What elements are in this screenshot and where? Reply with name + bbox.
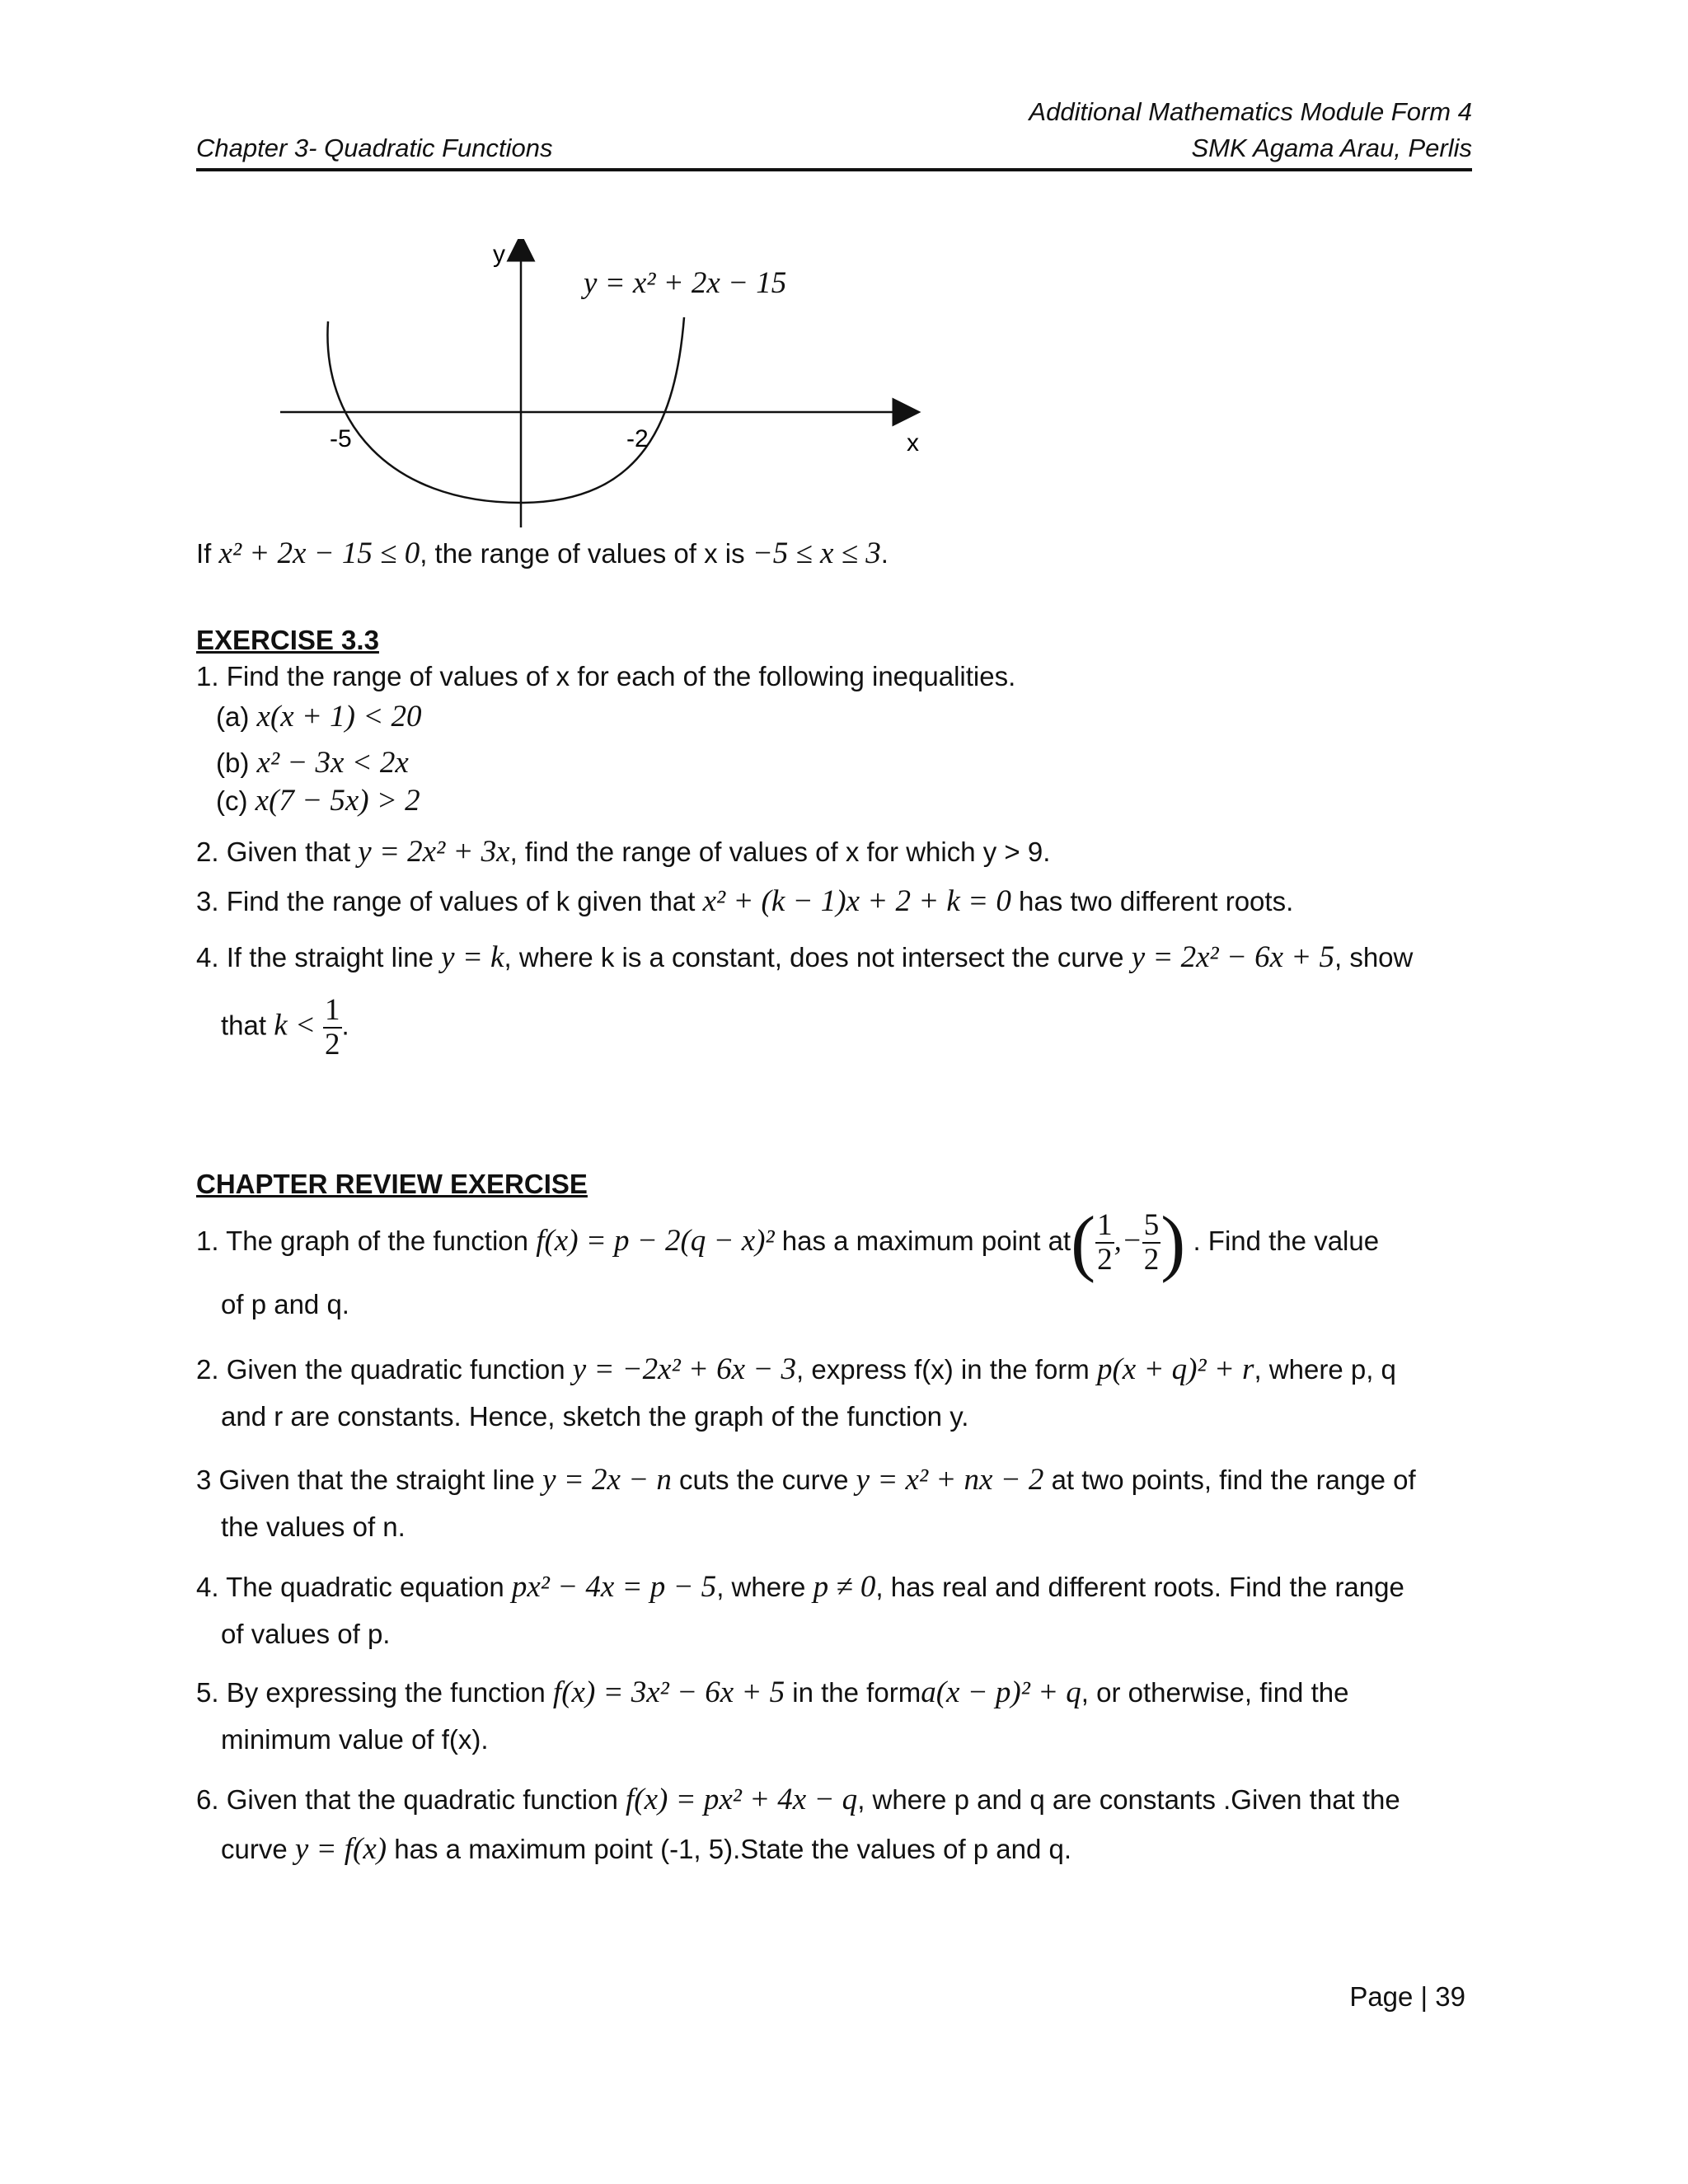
exercise-title: EXERCISE 3.3 xyxy=(196,625,379,655)
q1c-label: (c) xyxy=(216,785,248,816)
conclusion-range: −5 ≤ x ≤ 3 xyxy=(752,537,881,570)
review-q6 xyxy=(196,1782,1400,1817)
r1-right-paren: ) xyxy=(1160,1202,1186,1284)
q4-fraction xyxy=(323,994,342,1062)
review-q3-line2: the values of n. xyxy=(221,1511,406,1542)
r1-num1: 1 xyxy=(1097,1208,1113,1243)
r3-text: 3 Given that the straight line xyxy=(196,1465,535,1495)
root-right-label: -2 xyxy=(626,425,649,452)
q1a-label: (a) xyxy=(216,701,250,732)
r4-text-end: , has real and different roots. Find the range xyxy=(875,1572,1404,1602)
r1-text-end: . Find the value xyxy=(1193,1226,1380,1256)
r2-text-mid: , express f(x) in the form xyxy=(796,1354,1090,1385)
q2-text: 2. Given that xyxy=(196,837,351,867)
page-number: Page | 39 xyxy=(1349,1981,1465,2012)
q4-text-end: , show xyxy=(1334,942,1414,972)
exercise-q1a xyxy=(216,699,421,734)
r1-den2: 2 xyxy=(1143,1243,1160,1277)
r4-text: 4. The quadratic equation xyxy=(196,1572,504,1602)
conclusion-line xyxy=(196,536,889,571)
review-q2 xyxy=(196,1352,1396,1387)
q4-math-line: y = k xyxy=(441,940,504,974)
r5-text: 5. By expressing the function xyxy=(196,1677,546,1708)
header-school-name: SMK Agama Arau, Perlis xyxy=(1191,134,1472,162)
q4-period: . xyxy=(341,1010,349,1041)
r6-math: f(x) = px² + 4x − q xyxy=(626,1783,858,1816)
q4-that: that xyxy=(221,1010,267,1041)
r1-left-paren: ( xyxy=(1071,1202,1096,1284)
conclusion-prefix: If xyxy=(196,538,212,569)
r6-math-curve: y = f(x) xyxy=(294,1832,387,1866)
r4-math-condition: p ≠ 0 xyxy=(813,1570,876,1604)
review-q5 xyxy=(196,1675,1348,1710)
r3-math-curve: y = x² + nx − 2 xyxy=(856,1463,1044,1497)
exercise-q1: 1. Find the range of values of x for each of the following inequalities. xyxy=(196,661,1016,691)
header-rule xyxy=(196,168,1472,171)
y-axis-label: y xyxy=(493,241,505,268)
q3-math: x² + (k − 1)x + 2 + k = 0 xyxy=(702,884,1011,918)
r3-text-mid: cuts the curve xyxy=(679,1465,849,1495)
review-q5-line2: minimum value of f(x). xyxy=(221,1724,489,1755)
header-chapter-title: Chapter 3- Quadratic Functions xyxy=(196,134,553,162)
q4-text: 4. If the straight line xyxy=(196,942,434,972)
q4-text-mid: , where k is a constant, does not intersect the curve xyxy=(504,942,1124,972)
r4-text-mid: , where xyxy=(716,1572,806,1602)
r2-text-end: , where p, q xyxy=(1254,1354,1396,1385)
q4-math-curve: y = 2x² − 6x + 5 xyxy=(1131,940,1334,974)
r3-math-line: y = 2x − n xyxy=(542,1463,672,1497)
conclusion-period: . xyxy=(880,538,889,569)
exercise-q4-line2 xyxy=(221,994,349,1062)
review-q2-line2: and r are constants. Hence, sketch the graph of the function y. xyxy=(221,1401,969,1432)
root-left-label: -5 xyxy=(330,425,352,452)
r1-separator: ,− xyxy=(1114,1224,1142,1258)
q1b-math: x² − 3x < 2x xyxy=(256,746,409,780)
q1b-label: (b) xyxy=(216,748,250,778)
q4-denominator: 2 xyxy=(325,1028,340,1062)
q2-math: y = 2x² + 3x xyxy=(358,835,510,869)
conclusion-inequality: x² + 2x − 15 ≤ 0 xyxy=(218,537,420,570)
q2-text-end: , find the range of values of x for which y > 9. xyxy=(509,837,1051,867)
r5-text-mid: in the form xyxy=(792,1677,921,1708)
q1a-math: x(x + 1) < 20 xyxy=(256,700,422,733)
r1-text: 1. The graph of the function xyxy=(196,1226,529,1256)
r3-text-end: at two points, find the range of xyxy=(1051,1465,1416,1495)
q4-numerator: 1 xyxy=(325,993,340,1027)
q1c-math: x(7 − 5x) > 2 xyxy=(255,784,420,818)
parabola-curve xyxy=(327,317,684,503)
r1-fraction-2 xyxy=(1142,1209,1161,1277)
r6-text-end-line2: has a maximum point (-1, 5).State the values of p and q. xyxy=(394,1834,1072,1864)
exercise-q2 xyxy=(196,834,1050,869)
x-axis-label: x xyxy=(907,429,919,457)
exercise-q1b xyxy=(216,745,409,780)
r2-text: 2. Given the quadratic function xyxy=(196,1354,565,1385)
r1-fraction-1 xyxy=(1095,1209,1114,1277)
r6-curve-word: curve xyxy=(221,1834,288,1864)
review-title: CHAPTER REVIEW EXERCISE xyxy=(196,1169,588,1199)
conclusion-middle: , the range of values of x is xyxy=(420,538,745,569)
q3-text-end: has two different roots. xyxy=(1019,886,1294,916)
r5-math-form: a(x − p)² + q xyxy=(921,1675,1081,1709)
r1-num2: 5 xyxy=(1143,1208,1160,1243)
review-q3 xyxy=(196,1462,1416,1497)
review-q1-line2: of p and q. xyxy=(221,1289,349,1319)
review-q6-line2 xyxy=(221,1831,1071,1867)
r6-text-end: , where p and q are constants .Given that the xyxy=(857,1784,1400,1815)
exercise-q3 xyxy=(196,883,1293,919)
header-module-title: Additional Mathematics Module Form 4 xyxy=(1029,97,1472,126)
r1-den1: 2 xyxy=(1097,1243,1113,1277)
r1-text-mid: has a maximum point at xyxy=(781,1226,1071,1256)
r2-math-function: y = −2x² + 6x − 3 xyxy=(572,1352,797,1386)
r5-text-end: , or otherwise, find the xyxy=(1081,1677,1349,1708)
r6-text: 6. Given that the quadratic function xyxy=(196,1784,618,1815)
review-q1 xyxy=(196,1200,1379,1282)
exercise-q1c xyxy=(216,783,420,818)
graph-equation: y = x² + 2x − 15 xyxy=(584,266,787,300)
r4-math-equation: px² − 4x = p − 5 xyxy=(511,1570,717,1604)
review-q4-line2: of values of p. xyxy=(221,1619,391,1649)
q3-text: 3. Find the range of values of k given that xyxy=(196,886,696,916)
r5-math-function: f(x) = 3x² − 6x + 5 xyxy=(552,1675,785,1709)
review-q4 xyxy=(196,1569,1404,1605)
q4-k: k < xyxy=(274,1008,316,1043)
r2-math-form: p(x + q)² + r xyxy=(1096,1352,1254,1386)
exercise-q4 xyxy=(196,940,1413,975)
r1-math: f(x) = p − 2(q − x)² xyxy=(536,1224,775,1258)
